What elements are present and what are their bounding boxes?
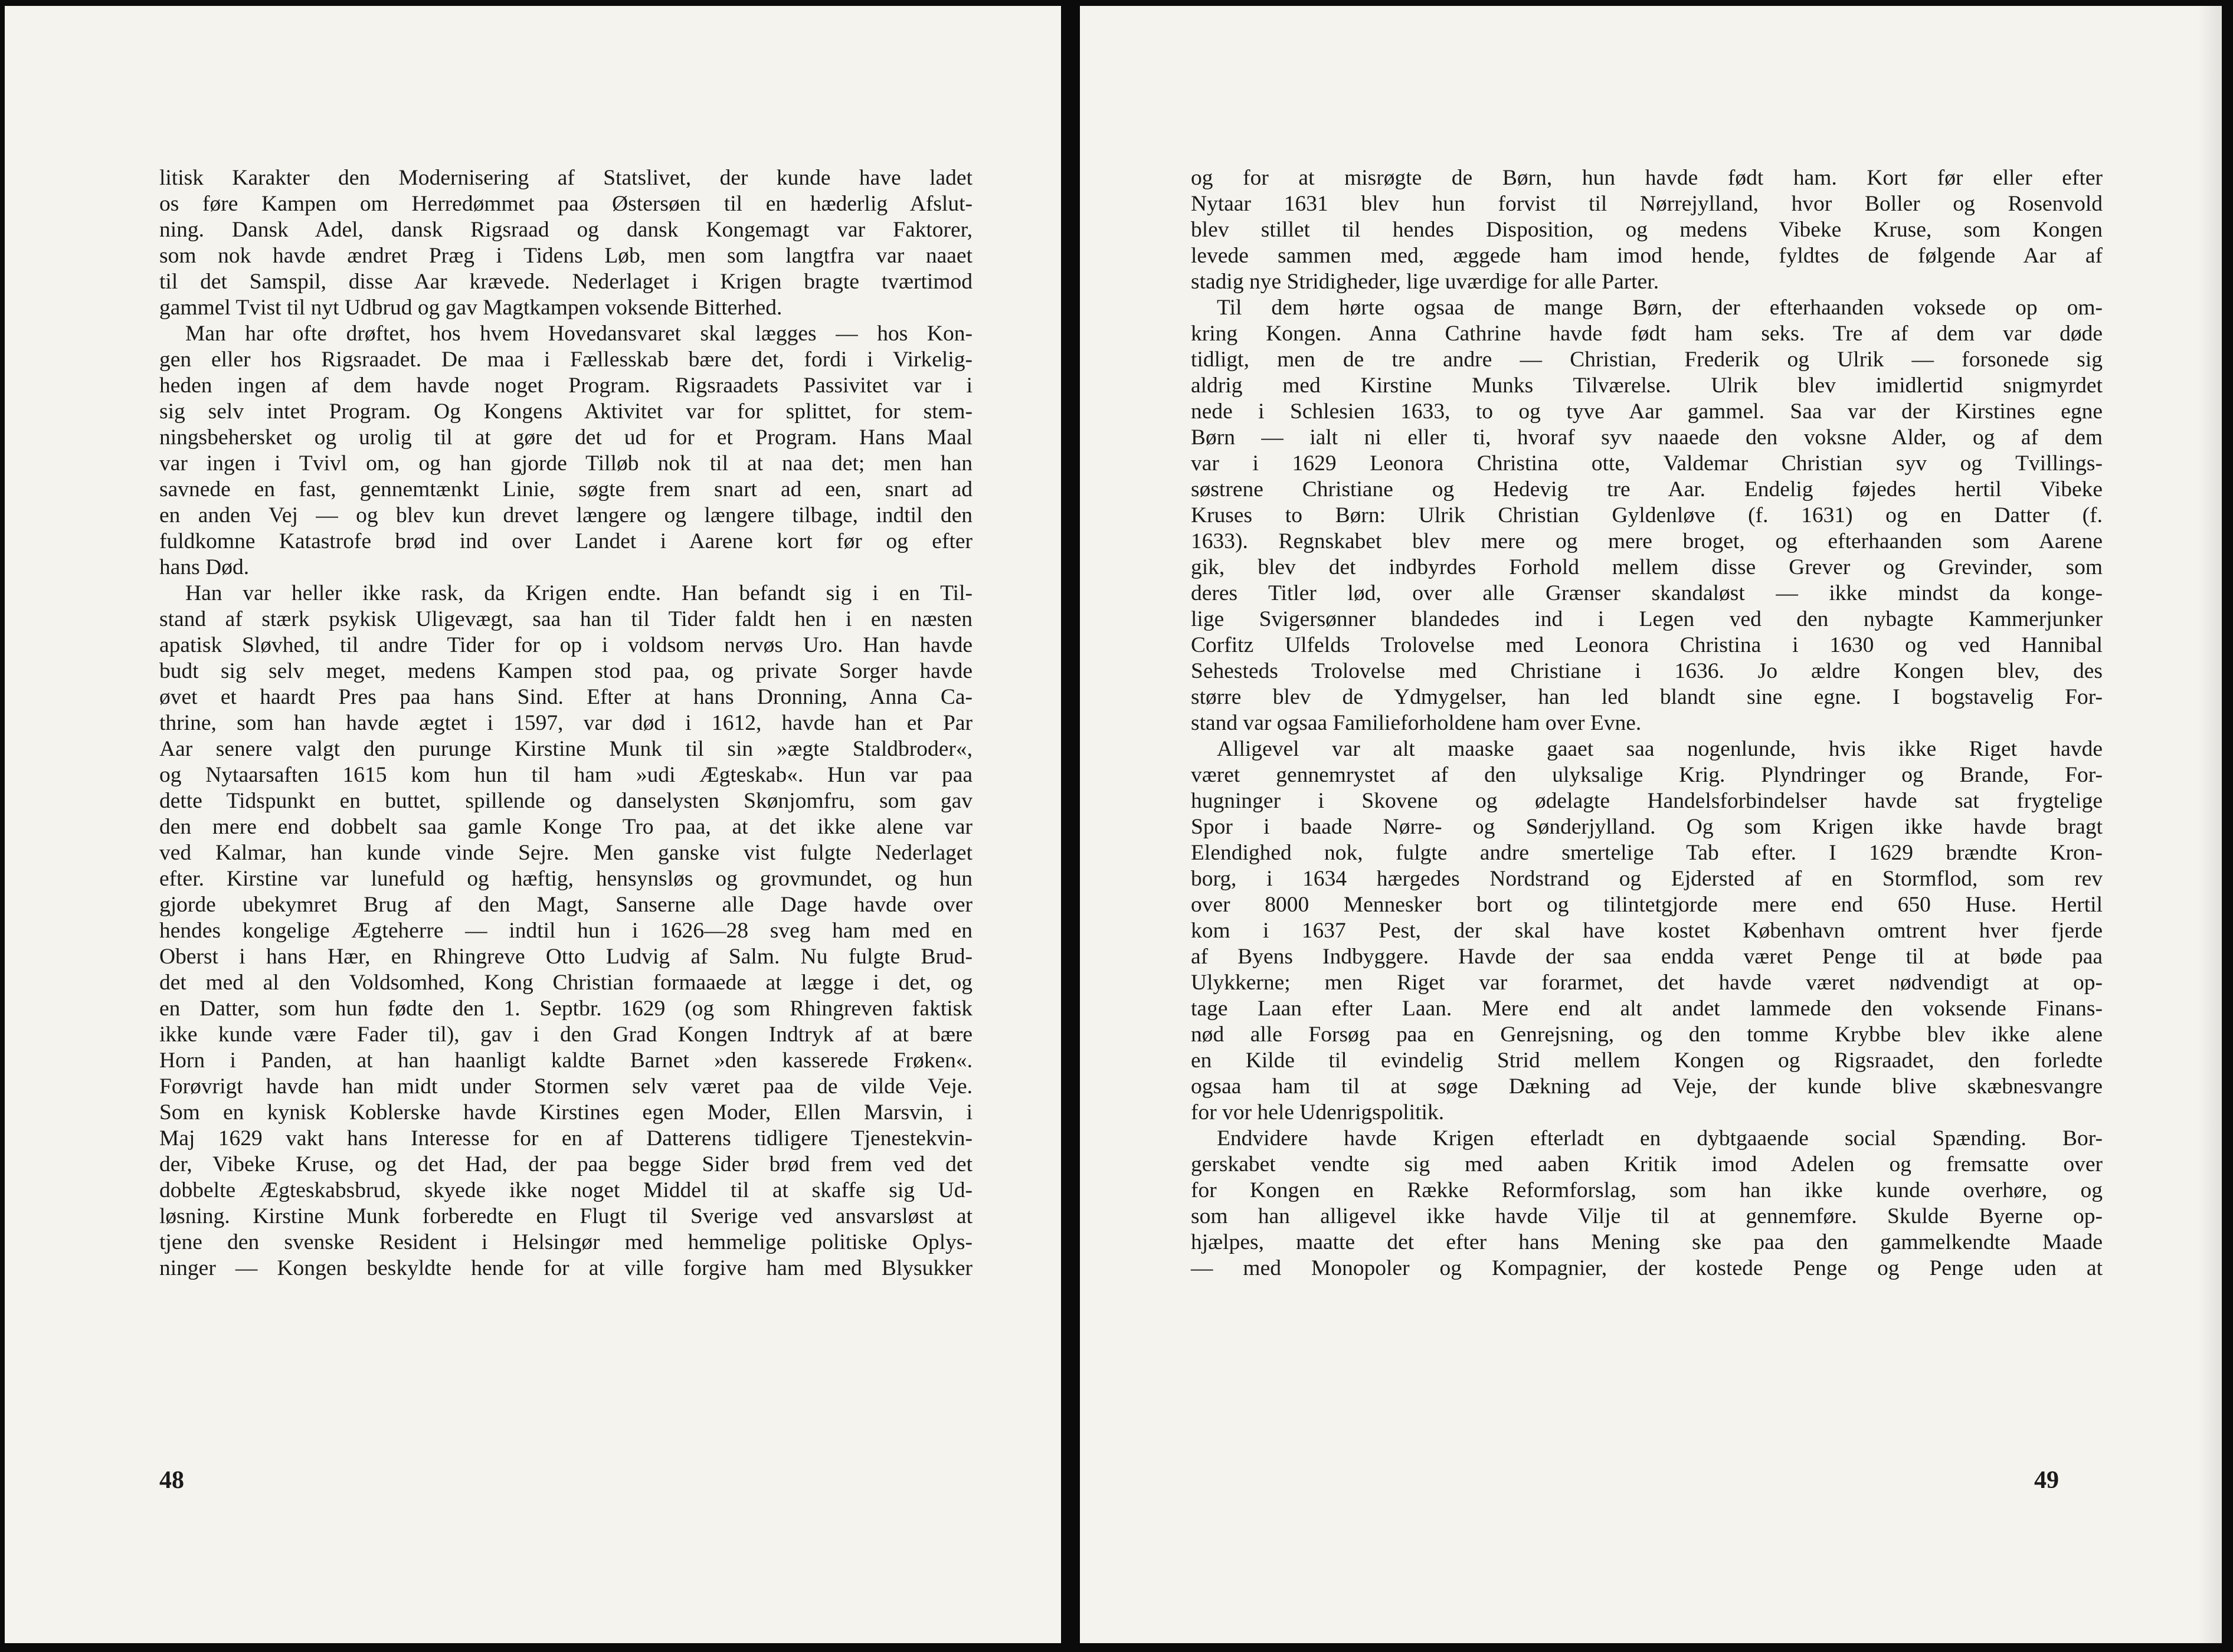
text-line: heden ingen af dem havde noget Program. Rigsraadets Passivitet var i (159, 373, 973, 398)
text-line: Man har ofte drøftet, hos hvem Hovedansvaret skal lægges — hos Kon- (185, 322, 973, 346)
text-line: hans Død. (159, 555, 250, 579)
text-line: større blev de Ydmygelser, han led blandt sine egne. I bogstavelig For- (1191, 685, 2103, 709)
text-line: lige Svigersønner blandedes ind i Legen ved den nybagte Kammerjunker (1191, 607, 2103, 631)
text-line: gerskabet vendte sig med aaben Kritik imod Adelen og fremsatte over (1191, 1152, 2103, 1176)
text-line: en Datter, som hun fødte den 1. Septbr. 1629 (og som Rhingreven faktisk (159, 997, 973, 1021)
text-line: Endvidere havde Krigen efterladt en dybtgaaende social Spænding. Bor- (1217, 1126, 2103, 1150)
text-line: Oberst i hans Hær, en Rhingreve Otto Ludvig af Salm. Nu fulgte Brud- (159, 945, 973, 969)
text-line: var i 1629 Leonora Christina otte, Valdemar Christian syv og Tvillings- (1191, 451, 2103, 476)
text-line: aldrig med Kirstine Munks Tilværelse. Ulrik blev imidlertid snigmyrdet (1191, 373, 2103, 398)
text-line: der, Vibeke Kruse, og det Had, der paa begge Sider brød frem ved det (159, 1152, 973, 1176)
right-page-number: 49 (2034, 1467, 2059, 1494)
text-line: kring Kongen. Anna Cathrine havde født ham seks. Tre af dem var døde (1191, 322, 2103, 346)
text-line: thrine, som han havde ægtet i 1597, var død i 1612, havde han et Par (159, 711, 973, 735)
text-line: Alligevel var alt maaske gaaet saa nogenlunde, hvis ikke Riget havde (1217, 737, 2103, 761)
text-line: blev stillet til hendes Disposition, og medens Vibeke Kruse, som Kongen (1191, 218, 2103, 242)
text-line: af Byens Indbyggere. Havde der saa endda været Penge til at bøde paa (1191, 945, 2103, 969)
text-line: gik, blev det indbyrdes Forhold mellem disse Grever og Grevinder, som (1191, 555, 2103, 579)
left-page (5, 6, 1061, 1643)
text-line: litisk Karakter den Modernisering af Statslivet, der kunde have ladet (159, 166, 973, 190)
text-line: Forøvrigt havde han midt under Stormen selv været paa de vilde Veje. (159, 1074, 973, 1099)
text-line: hugninger i Skovene og ødelagte Handelsforbindelser havde sat frygtelige (1191, 789, 2103, 813)
text-line: Børn — ialt ni eller ti, hvoraf syv naaede den voksne Alder, og af dem (1191, 425, 2103, 450)
text-line: ningsbehersket og urolig til at gøre det ud for et Program. Hans Maal (159, 425, 973, 450)
text-line: nede i Schlesien 1633, to og tyve Aar gammel. Saa var der Kirstines egne (1191, 399, 2103, 424)
text-line: hjælpes, maatte det efter hans Mening ske paa den gammelkendte Maade (1191, 1230, 2103, 1254)
text-line: Spor i baade Nørre- og Sønderjylland. Og som Krigen ikke havde bragt (1191, 815, 2103, 839)
text-line: ved Kalmar, han kunde vinde Sejre. Men ganske vist fulgte Nederlaget (159, 841, 973, 865)
text-line: over 8000 Mennesker bort og tilintetgjorde mere end 650 Huse. Hertil (1191, 893, 2103, 917)
text-line: som han alligevel ikke havde Vilje til at gennemføre. Skulde Byerne op- (1191, 1204, 2103, 1228)
text-line: stadig nye Stridigheder, lige uværdige for alle Parter. (1191, 270, 1659, 294)
left-page-number: 48 (159, 1467, 184, 1494)
text-line: — med Monopoler og Kompagnier, der kostede Penge og Penge uden at (1191, 1256, 2103, 1280)
text-line: apatisk Sløvhed, til andre Tider for op i voldsom nervøs Uro. Han havde (159, 633, 973, 657)
text-line: Kruses to Børn: Ulrik Christian Gyldenløve (f. 1631) og en Datter (f. (1191, 503, 2103, 527)
text-line: budt sig selv meget, medens Kampen stod paa, og private Sorger havde (159, 659, 973, 683)
text-line: Han var heller ikke rask, da Krigen endte. Han befandt sig i en Til- (185, 581, 973, 605)
text-line: en Kilde til evindelig Strid mellem Kongen og Rigsraadet, den forledte (1191, 1048, 2103, 1073)
text-line: tidligt, men de tre andre — Christian, Frederik og Ulrik — forsonede sig (1191, 348, 2103, 372)
text-line: ogsaa ham til at søge Dækning ad Veje, der kunde blive skæbnesvangre (1191, 1074, 2103, 1099)
text-line: Til dem hørte ogsaa de mange Børn, der efterhaanden voksede op om- (1217, 296, 2103, 320)
text-line: gammel Tvist til nyt Udbrud og gav Magtkampen voksende Bitterhed. (159, 296, 782, 320)
page-edge-shadow (2198, 6, 2222, 1643)
right-page (1080, 6, 2222, 1643)
text-line: stand var ogsaa Familieforholdene ham over Evne. (1191, 711, 1642, 735)
text-line: nød alle Forsøg paa en Genrejsning, og den tomme Krybbe blev ikke alene (1191, 1022, 2103, 1047)
text-line: ning. Dansk Adel, dansk Rigsraad og dansk Kongemagt var Faktorer, (159, 218, 973, 242)
right-page-body-text (1191, 165, 2103, 1281)
text-line: en anden Vej — og blev kun drevet længere og længere tilbage, indtil den (159, 503, 973, 527)
text-line: dette Tidspunkt en buttet, spillende og danselysten Skønjomfru, som gav (159, 789, 973, 813)
text-line: deres Titler lød, over alle Grænser skandaløst — ikke mindst da konge- (1191, 581, 2103, 605)
text-line: hendes kongelige Ægteherre — indtil hun i 1626—28 sveg ham med en (159, 919, 973, 943)
text-line: og for at misrøgte de Børn, hun havde født ham. Kort før eller efter (1191, 166, 2103, 190)
text-line: os føre Kampen om Herredømmet paa Østersøen til en hæderlig Afslut- (159, 192, 973, 216)
text-line: tjene den svenske Resident i Helsingør med hemmelige politiske Oplys- (159, 1230, 973, 1254)
text-line: Corfitz Ulfelds Trolovelse med Leonora Christina i 1630 og ved Hannibal (1191, 633, 2103, 657)
text-line: den mere end dobbelt saa gamle Konge Tro paa, at det ikke alene var (159, 815, 973, 839)
text-line: til det Samspil, disse Aar krævede. Nederlaget i Krigen bragte tværtimod (159, 270, 973, 294)
text-line: for Kongen en Række Reformforslag, som han ikke kunde overhøre, og (1191, 1178, 2103, 1202)
text-line: løsning. Kirstine Munk forberedte en Flugt til Sverige ved ansvarsløst at (159, 1204, 973, 1228)
text-line: fuldkomne Katastrofe brød ind over Landet i Aarene kort før og efter (159, 529, 973, 553)
text-line: Som en kynisk Koblerske havde Kirstines egen Moder, Ellen Marsvin, i (159, 1100, 973, 1125)
text-line: Aar senere valgt den purunge Kirstine Munk til sin »ægte Staldbroder«, (159, 737, 973, 761)
text-line: gen eller hos Rigsraadet. De maa i Fællesskab bære det, fordi i Virkelig- (159, 348, 973, 372)
left-page-body-text (159, 165, 973, 1281)
text-line: gjorde ubekymret Brug af den Magt, Sanserne alle Dage havde over (159, 893, 973, 917)
text-line: Ulykkerne; men Riget var forarmet, det havde været nødvendigt at op- (1191, 971, 2103, 995)
text-line: og Nytaarsaften 1615 kom hun til ham »udi Ægteskab«. Hun var paa (159, 763, 973, 787)
text-line: savnede en fast, gennemtænkt Linie, søgte frem snart ad een, snart ad (159, 477, 973, 502)
text-line: tage Laan efter Laan. Mere end alt andet lammede den voksende Finans- (1191, 997, 2103, 1021)
text-line: Horn i Panden, at han haanligt kaldte Barnet »den kasserede Frøken«. (159, 1048, 973, 1073)
text-line: som nok havde ændret Præg i Tidens Løb, men som langtfra var naaet (159, 244, 973, 268)
text-line: Elendighed nok, fulgte andre smertelige Tab efter. I 1629 brændte Kron- (1191, 841, 2103, 865)
text-line: ikke kunde være Fader til), gav i den Grad Kongen Indtryk af at bære (159, 1022, 973, 1047)
text-line: kom i 1637 Pest, der skal have kostet København omtrent hver fjerde (1191, 919, 2103, 943)
text-line: sig selv intet Program. Og Kongens Aktivitet var for splittet, for stem- (159, 399, 973, 424)
text-line: efter. Kirstine var lunefuld og hæftig, hensynsløs og grovmundet, og hun (159, 867, 973, 891)
text-line: søstrene Christiane og Hedevig tre Aar. Endelig føjedes hertil Vibeke (1191, 477, 2103, 502)
text-line: borg, i 1634 hærgedes Nordstrand og Ejdersted af en Stormflod, som rev (1191, 867, 2103, 891)
text-line: Nytaar 1631 blev hun forvist til Nørrejylland, hvor Boller og Rosenvold (1191, 192, 2103, 216)
text-line: stand af stærk psykisk Uligevægt, saa han til Tider faldt hen i en næsten (159, 607, 973, 631)
text-line: det med al den Voldsomhed, Kong Christian formaaede at lægge i det, og (159, 971, 973, 995)
text-line: ninger — Kongen beskyldte hende for at ville forgive ham med Blysukker (159, 1256, 973, 1280)
text-line: for vor hele Udenrigspolitik. (1191, 1100, 1445, 1125)
text-line: 1633). Regnskabet blev mere og mere broget, og efterhaanden som Aarene (1191, 529, 2103, 553)
text-line: været gennemrystet af den ulyksalige Krig. Plyndringer og Brande, For- (1191, 763, 2103, 787)
text-line: øvet et haardt Pres paa hans Sind. Efter at hans Dronning, Anna Ca- (159, 685, 973, 709)
text-line: Sehesteds Trolovelse med Christiane i 1636. Jo ældre Kongen blev, des (1191, 659, 2103, 683)
text-line: levede sammen med, æggede ham imod hende, fyldtes de følgende Aar af (1191, 244, 2103, 268)
text-line: var ingen i Tvivl om, og han gjorde Tilløb nok til at naa det; men han (159, 451, 973, 476)
text-line: dobbelte Ægteskabsbrud, skyede ikke noget Middel til at skaffe sig Ud- (159, 1178, 973, 1202)
text-line: Maj 1629 vakt hans Interesse for en af Datterens tidligere Tjenestekvin- (159, 1126, 973, 1150)
